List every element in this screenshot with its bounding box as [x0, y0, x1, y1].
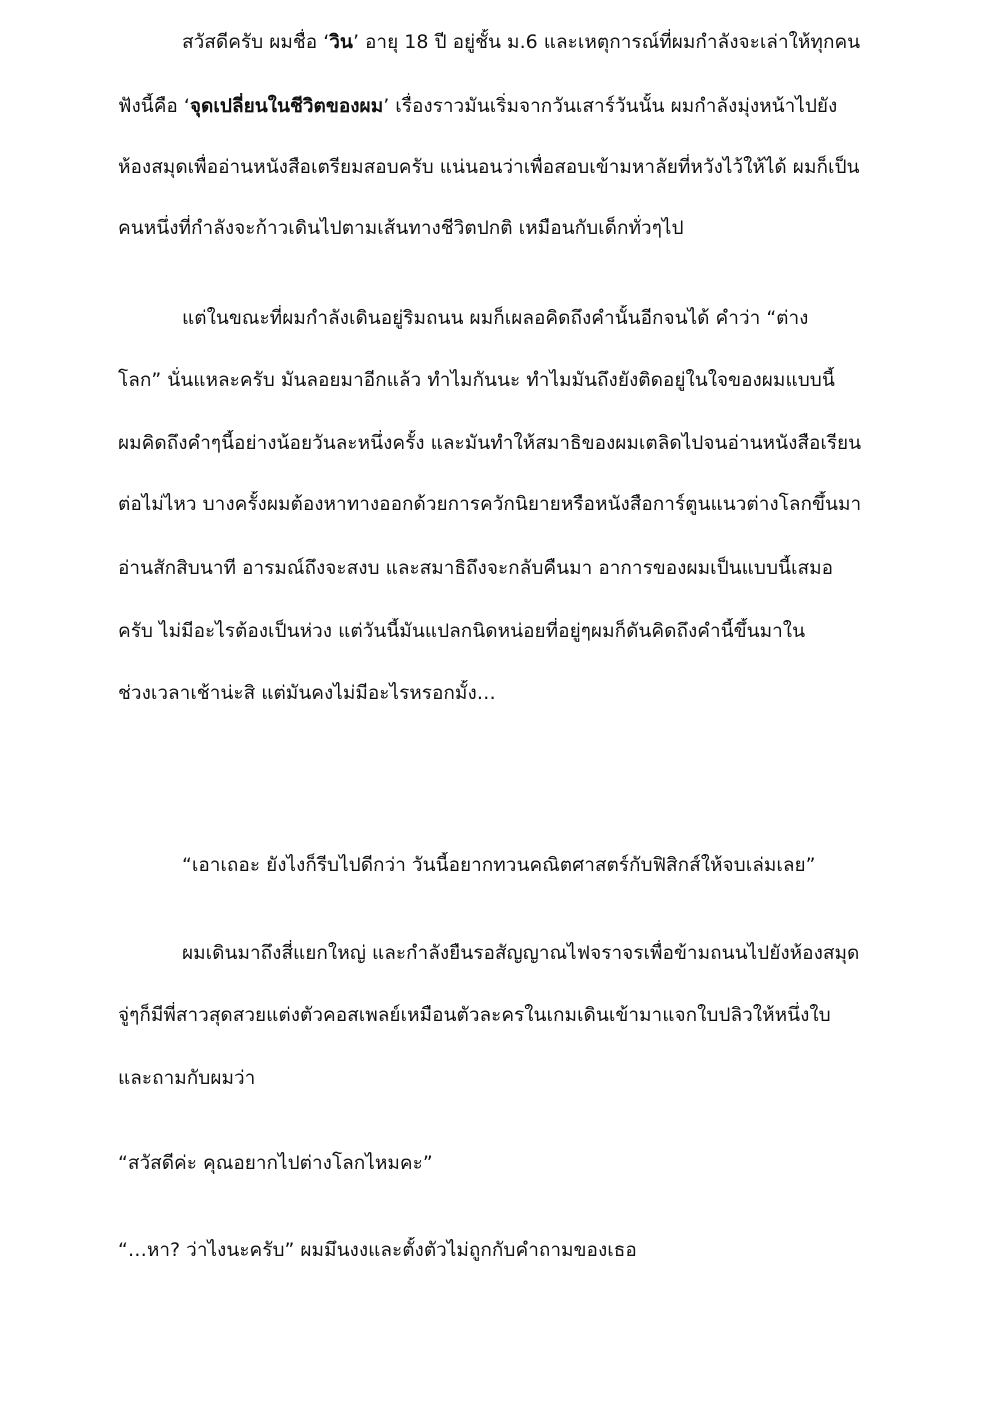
paragraph-3-line-2: จู่ๆก็มีพี่สาวสุดสวยแต่งตัวคอสเพลย์เหมือนตัวละครในเกมเดินเข้ามาแจกใบปลิวให้หนึ่งใบ [118, 1004, 831, 1026]
paragraph-2-line-2: โลก” นั่นแหละครับ มันลอยมาอีกแล้ว ทำไมกันนะ ทำไมมันถึงยังติดอยู่ในใจของผมแบบนี้ [118, 369, 835, 391]
paragraph-2-line-7: ช่วงเวลาเช้าน่ะสิ แต่มันคงไม่มีอะไรหรอกมั้ง… [118, 682, 496, 704]
paragraph-2-line-4: ต่อไม่ไหว บางครั้งผมต้องหาทางออกด้วยการควักนิยายหรือหนังสือการ์ตูนแนวต่างโลกขึ้นมา [118, 493, 862, 515]
paragraph-3-line-3: และถามกับผมว่า [118, 1067, 256, 1089]
paragraph-2-line-3: ผมคิดถึงคำๆนี้อย่างน้อยวันละหนึ่งครั้ง และมันทำให้สมาธิของผมเตลิดไปจนอ่านหนังสือเรียน [118, 432, 862, 454]
paragraph-1-line-1 [182, 29, 888, 55]
narrator-name: วิน [329, 31, 353, 53]
intro-text-continued: ’ อายุ 18 ปี อยู่ชั้น ม.6 และเหตุการณ์ที่ผมกำลังจะเล่าให้ทุกคน [352, 31, 861, 53]
title-continued-text: ’ เรื่องราวมันเริ่มจากวันเสาร์วันนั้น ผมกำลังมุ่งหน้าไปยัง [383, 95, 838, 117]
paragraph-1-line-2 [118, 93, 888, 119]
intro-text: สวัสดีครับ ผมชื่อ ‘ [182, 31, 330, 53]
paragraph-2-line-1: แต่ในขณะที่ผมกำลังเดินอยู่ริมถนน ผมก็เผลอคิดถึงคำนั้นอีกจนได้ คำว่า “ต่าง [182, 307, 809, 329]
quote-line: “เอาเถอะ ยังไงก็รีบไปดีกว่า วันนี้อยากทวนคณิตศาสตร์กับฟิสิกส์ให้จบเล่มเลย” [182, 854, 816, 876]
paragraph-2-line-6: ครับ ไม่มีอะไรต้องเป็นห่วง แต่วันนี้มันแปลกนิดหน่อยที่อยู่ๆผมก็ดันคิดถึงคำนี้ขึ้นมาใน [118, 620, 806, 642]
dialogue-line-1: “สวัสดีค่ะ คุณอยากไปต่างโลกไหมคะ” [118, 1152, 433, 1174]
paragraph-1-line-3: ห้องสมุดเพื่ออ่านหนังสือเตรียมสอบครับ แน่นอนว่าเพื่อสอบเข้ามหาลัยที่หวังไว้ให้ได้ ผมก็เป็น [118, 156, 860, 178]
paragraph-1-line-4: คนหนึ่งที่กำลังจะก้าวเดินไปตามเส้นทางชีวิตปกติ เหมือนกับเด็กทั่วๆไป [118, 217, 684, 239]
title-intro-text: ฟังนี้คือ ‘ [118, 95, 190, 117]
story-title: จุดเปลี่ยนในชีวิตของผม [189, 95, 384, 117]
paragraph-3-line-1: ผมเดินมาถึงสี่แยกใหญ่ และกำลังยืนรอสัญญาณไฟจราจรเพื่อข้ามถนนไปยังห้องสมุด [182, 942, 860, 964]
dialogue-line-2: “…หา? ว่าไงนะครับ” ผมมึนงงและตั้งตัวไม่ถูกกับคำถามของเธอ [118, 1239, 637, 1261]
paragraph-2-line-5: อ่านสักสิบนาที อารมณ์ถึงจะสงบ และสมาธิถึงจะกลับคืนมา อาการของผมเป็นแบบนี้เสมอ [118, 557, 834, 579]
